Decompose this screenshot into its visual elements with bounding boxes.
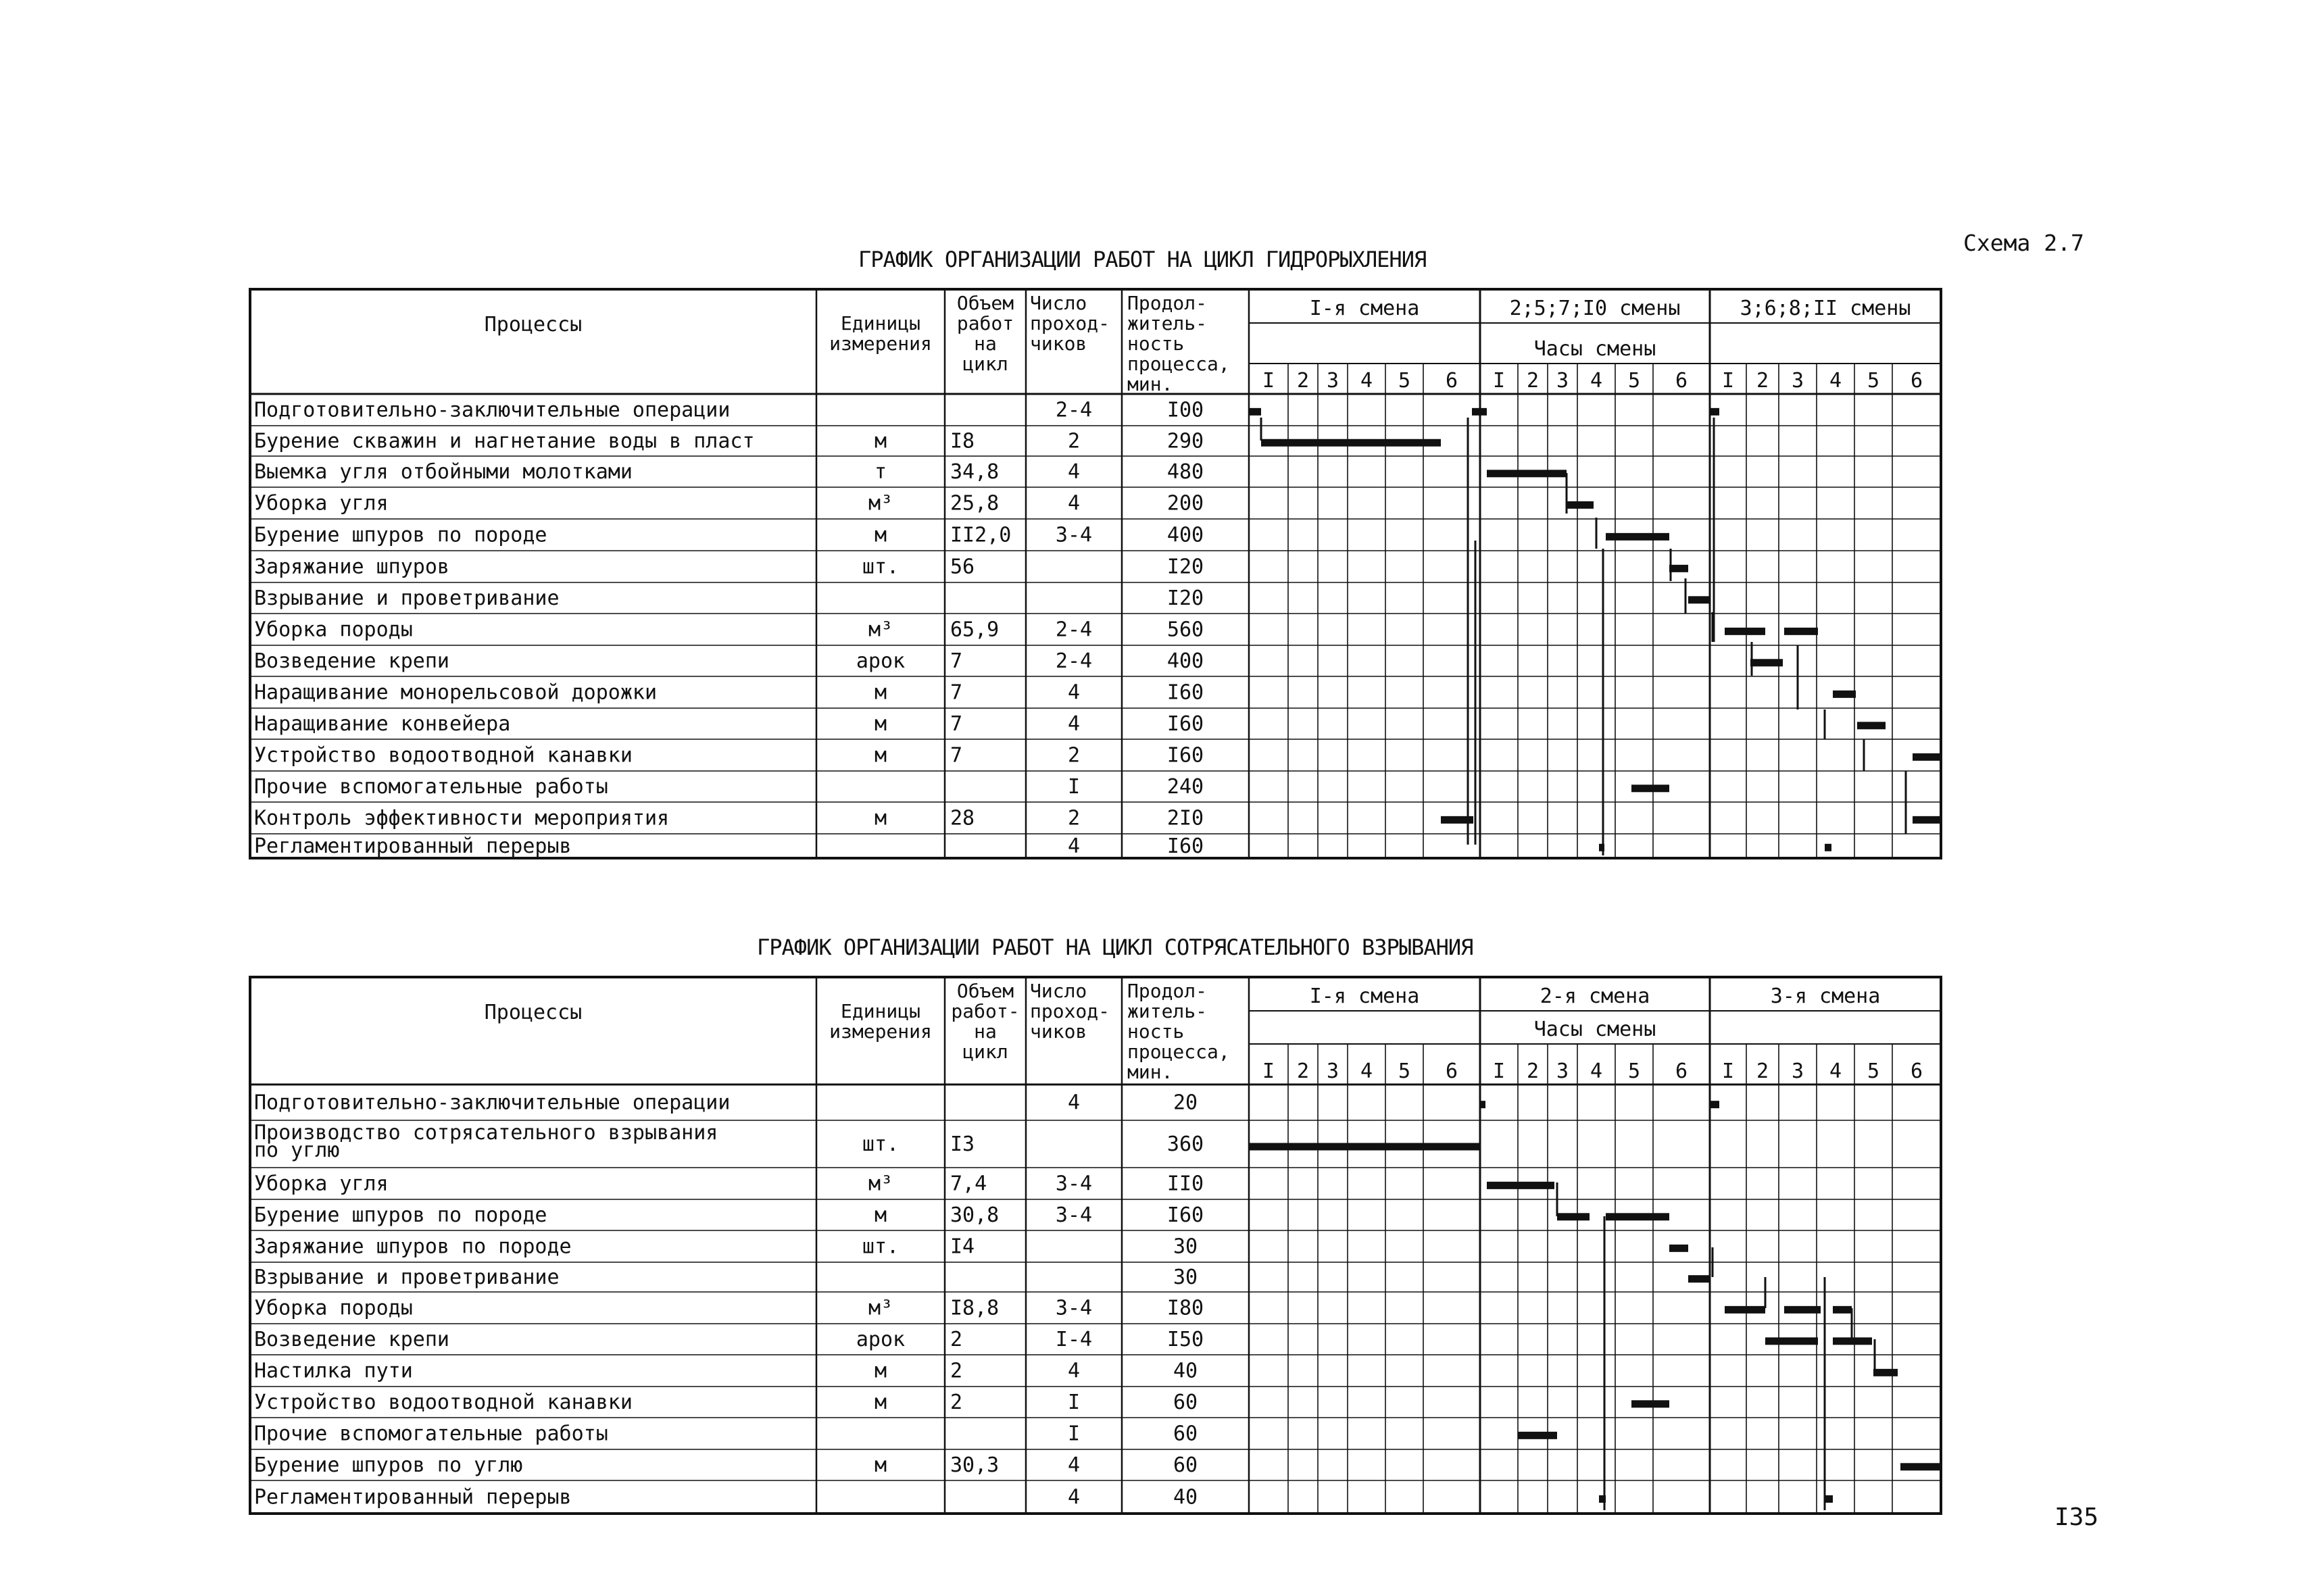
gantt-bar xyxy=(1784,1306,1821,1314)
duration-value: 480 xyxy=(1166,460,1204,484)
workers-column-header: проход- xyxy=(1030,1000,1110,1022)
process-name: Уборка угля xyxy=(254,491,389,516)
duration-column-header: процесса, xyxy=(1127,353,1230,375)
process-name: Устройство водоотводной канавки xyxy=(254,1391,633,1414)
workers-column-header: проход- xyxy=(1030,312,1110,334)
scheme-label: Схема 2.7 xyxy=(1963,230,2084,256)
duration-value: I60 xyxy=(1166,1203,1204,1227)
volume-value: 30,3 xyxy=(950,1453,1000,1477)
duration-value: I20 xyxy=(1166,555,1204,579)
duration-column-header: мин. xyxy=(1127,1061,1173,1083)
process-name: Наращивание монорельсовой дорожки xyxy=(254,680,658,705)
process-name: Заряжание шпуров по породе xyxy=(254,1235,572,1259)
volume-value: 65,9 xyxy=(950,618,1000,642)
hour-number: 6 xyxy=(1445,1059,1458,1083)
process-name: Бурение шпуров по углю xyxy=(254,1453,523,1477)
volume-value: 30,8 xyxy=(950,1203,1000,1227)
hour-number: 5 xyxy=(1398,1059,1411,1083)
shift-header: 2-я смена xyxy=(1540,984,1650,1008)
hour-number: 4 xyxy=(1829,1059,1842,1083)
hour-number: 2 xyxy=(1296,1059,1310,1083)
volume-value: II2,0 xyxy=(950,523,1012,547)
duration-column-header: житель- xyxy=(1127,1000,1208,1022)
workers-value: 4 xyxy=(1067,712,1081,736)
volume-value: I8,8 xyxy=(950,1296,1000,1320)
duration-column-header: житель- xyxy=(1127,312,1208,334)
hour-number: 5 xyxy=(1398,369,1411,393)
process-name: Бурение скважин и нагнетание воды в пласт xyxy=(254,429,755,453)
volume-value: 2 xyxy=(950,1391,963,1414)
hour-number: 3 xyxy=(1791,369,1804,393)
hour-number: 6 xyxy=(1910,1059,1923,1083)
gantt-bar xyxy=(1631,1400,1669,1407)
hour-number: I xyxy=(1721,369,1735,393)
unit-value: м xyxy=(874,743,887,768)
workers-value: I xyxy=(1067,775,1081,799)
workers-value: 4 xyxy=(1067,1359,1081,1383)
shift-header: 3;6;8;II смены xyxy=(1740,297,1911,320)
shift-header: I-я смена xyxy=(1309,984,1420,1008)
duration-value: 400 xyxy=(1166,523,1204,547)
hour-number: 4 xyxy=(1590,1059,1603,1083)
unit-value: м xyxy=(874,712,887,736)
workers-value: I xyxy=(1067,1391,1081,1414)
workers-column-header: чиков xyxy=(1030,332,1087,355)
volume-value: I4 xyxy=(950,1235,975,1259)
gantt-bar xyxy=(1710,1101,1719,1108)
process-name: Прочие вспомогательные работы xyxy=(254,1422,608,1446)
process-name: Регламентированный перерыв xyxy=(254,834,572,858)
hour-number: I xyxy=(1262,1059,1275,1083)
hour-number: 4 xyxy=(1360,369,1373,393)
duration-value: 40 xyxy=(1173,1359,1198,1383)
process-name: Контроль эффективности мероприятия xyxy=(254,806,670,830)
process-name: Прочие вспомогательные работы xyxy=(254,775,608,799)
hour-number: 5 xyxy=(1627,369,1641,393)
duration-value: 560 xyxy=(1166,618,1204,642)
hour-number: 5 xyxy=(1867,1059,1880,1083)
shift-header: 3-я смена xyxy=(1770,984,1881,1008)
table2-title: ГРАФИК ОРГАНИЗАЦИИ РАБОТ НА ЦИКЛ СОТРЯСАТЕЛЬНОГО ВЗРЫВАНИЯ xyxy=(757,934,1473,960)
hour-number: I xyxy=(1262,369,1275,393)
process-name: Подготовительно-заключительные операции xyxy=(254,398,731,422)
unit-value: м³ xyxy=(868,618,893,642)
gantt-bar xyxy=(1873,1369,1898,1376)
page-number: I35 xyxy=(2054,1503,2099,1531)
unit-value: м xyxy=(874,1391,887,1414)
workers-value: 4 xyxy=(1067,1485,1081,1510)
hour-number: 2 xyxy=(1756,1059,1769,1083)
volume-value: 2 xyxy=(950,1328,963,1351)
unit-value: м xyxy=(874,1203,887,1227)
duration-value: 30 xyxy=(1173,1235,1198,1259)
duration-value: I80 xyxy=(1166,1296,1204,1320)
hour-number: I xyxy=(1721,1059,1735,1083)
volume-value: 56 xyxy=(950,555,975,579)
table1-title: ГРАФИК ОРГАНИЗАЦИИ РАБОТ НА ЦИКЛ ГИДРОРЫХЛЕНИЯ xyxy=(858,247,1427,272)
workers-value: 4 xyxy=(1067,834,1081,858)
workers-value: 2 xyxy=(1067,429,1081,453)
gantt-bar xyxy=(1518,1432,1557,1439)
volume-column-header: цикл xyxy=(962,353,1008,375)
workers-column-header: чиков xyxy=(1030,1020,1087,1043)
unit-value: м³ xyxy=(868,1172,893,1196)
hours-of-shift-header: Часы смены xyxy=(1533,1018,1656,1041)
hour-number: 6 xyxy=(1910,369,1923,393)
process-column-header: Процессы xyxy=(484,1001,583,1024)
hour-number: 4 xyxy=(1360,1059,1373,1083)
volume-value: 7 xyxy=(950,680,963,705)
process-name: Возведение крепи xyxy=(254,649,449,673)
workers-value: 3-4 xyxy=(1055,1172,1093,1196)
hour-number: 5 xyxy=(1867,369,1880,393)
volume-value: 34,8 xyxy=(950,460,1000,484)
process-name: Выемка угля отбойными молотками xyxy=(254,460,633,484)
duration-column-header: ность xyxy=(1127,1020,1185,1043)
process-name: Настилка пути xyxy=(254,1359,413,1383)
hour-number: 6 xyxy=(1675,369,1688,393)
gantt-bar xyxy=(1825,1495,1833,1503)
hour-number: 3 xyxy=(1556,369,1569,393)
duration-column-header: мин. xyxy=(1127,373,1173,395)
workers-column-header: Число xyxy=(1030,292,1087,314)
workers-value: I xyxy=(1067,1422,1081,1446)
duration-value: 60 xyxy=(1173,1391,1198,1414)
unit-value: м xyxy=(874,1453,887,1477)
volume-column-header: на xyxy=(974,332,997,355)
process-name: Взрывание и проветривание xyxy=(254,587,560,610)
process-name: Наращивание конвейера xyxy=(254,712,511,736)
duration-value: 290 xyxy=(1166,429,1204,453)
volume-value: 2 xyxy=(950,1359,963,1383)
hour-number: I xyxy=(1492,369,1506,393)
workers-value: 4 xyxy=(1067,1091,1081,1115)
gantt-bar xyxy=(1487,1182,1554,1189)
unit-value: м³ xyxy=(868,491,893,516)
hour-number: 3 xyxy=(1556,1059,1569,1083)
duration-value: I00 xyxy=(1166,398,1204,422)
duration-value: II0 xyxy=(1166,1172,1204,1196)
duration-value: 240 xyxy=(1166,775,1204,799)
volume-column-header: Объем xyxy=(956,292,1014,314)
volume-column-header: работ- xyxy=(951,1000,1020,1022)
hour-number: 6 xyxy=(1675,1059,1688,1083)
volume-column-header: на xyxy=(974,1020,997,1043)
unit-column-header: измерения xyxy=(829,332,932,355)
unit-value: т xyxy=(874,460,887,484)
duration-value: 200 xyxy=(1166,491,1204,516)
process-column-header: Процессы xyxy=(484,313,583,336)
process-name: Подготовительно-заключительные операции xyxy=(254,1091,731,1115)
hour-number: 3 xyxy=(1791,1059,1804,1083)
hour-number: 3 xyxy=(1326,1059,1339,1083)
hour-number: 3 xyxy=(1326,369,1339,393)
unit-value: м xyxy=(874,429,887,453)
gantt-bar xyxy=(1249,1143,1480,1151)
duration-value: 2I0 xyxy=(1166,806,1204,830)
duration-column-header: процесса, xyxy=(1127,1041,1230,1063)
unit-column-header: Единицы xyxy=(840,312,921,334)
duration-value: I50 xyxy=(1166,1328,1204,1351)
duration-value: 30 xyxy=(1173,1266,1198,1289)
workers-value: 2 xyxy=(1067,806,1081,830)
process-name: Регламентированный перерыв xyxy=(254,1485,572,1510)
workers-value: I-4 xyxy=(1055,1328,1093,1351)
workers-value: 3-4 xyxy=(1055,1296,1093,1320)
duration-value: 60 xyxy=(1173,1453,1198,1477)
volume-column-header: работ xyxy=(956,312,1014,334)
process-name: Бурение шпуров по породе xyxy=(254,523,547,547)
volume-value: 7 xyxy=(950,712,963,736)
duration-value: I60 xyxy=(1166,680,1204,705)
hour-number: 6 xyxy=(1445,369,1458,393)
unit-value: арок xyxy=(856,1328,906,1351)
volume-value: 7,4 xyxy=(950,1172,987,1196)
volume-value: 25,8 xyxy=(950,491,1000,516)
duration-value: I60 xyxy=(1166,834,1204,858)
hour-number: I xyxy=(1492,1059,1506,1083)
unit-column-header: измерения xyxy=(829,1020,932,1043)
unit-value: шт. xyxy=(862,555,900,579)
workers-value: 2-4 xyxy=(1055,618,1093,642)
duration-value: I60 xyxy=(1166,743,1204,768)
workers-value: 2-4 xyxy=(1055,398,1093,422)
process-name: Устройство водоотводной канавки xyxy=(254,743,633,768)
volume-value: I3 xyxy=(950,1132,975,1156)
unit-value: м xyxy=(874,680,887,705)
volume-value: 28 xyxy=(950,806,975,830)
shift-header: I-я смена xyxy=(1309,297,1420,320)
process-name: Возведение крепи xyxy=(254,1328,449,1351)
workers-value: 3-4 xyxy=(1055,523,1093,547)
volume-column-header: цикл xyxy=(962,1041,1008,1063)
unit-value: м³ xyxy=(868,1296,893,1320)
hour-number: 4 xyxy=(1829,369,1842,393)
gantt-bar xyxy=(1669,1245,1688,1252)
gantt-bar xyxy=(1557,1213,1590,1220)
hour-number: 5 xyxy=(1627,1059,1641,1083)
hour-number: 2 xyxy=(1526,1059,1540,1083)
workers-value: 4 xyxy=(1067,491,1081,516)
process-name: Уборка породы xyxy=(254,618,413,642)
unit-column-header: Единицы xyxy=(840,1000,921,1022)
workers-value: 2-4 xyxy=(1055,649,1093,673)
gantt-bar xyxy=(1725,1306,1765,1314)
duration-column-header: Продол- xyxy=(1127,980,1208,1002)
workers-value: 3-4 xyxy=(1055,1203,1093,1227)
volume-value: 7 xyxy=(950,743,963,768)
workers-value: 2 xyxy=(1067,743,1081,768)
gantt-bar xyxy=(1606,1213,1669,1220)
unit-value: шт. xyxy=(862,1132,900,1156)
duration-value: I60 xyxy=(1166,712,1204,736)
process-name: Взрывание и проветривание xyxy=(254,1266,560,1289)
workers-column-header: Число xyxy=(1030,980,1087,1002)
process-name: Бурение шпуров по породе xyxy=(254,1203,547,1227)
duration-value: 20 xyxy=(1173,1091,1198,1115)
hour-number: 2 xyxy=(1526,369,1540,393)
hour-number: 2 xyxy=(1296,369,1310,393)
gantt-bar xyxy=(1688,1275,1710,1282)
hours-of-shift-header: Часы смены xyxy=(1533,337,1656,361)
volume-value: I8 xyxy=(950,429,975,453)
gantt-bar xyxy=(1900,1463,1941,1470)
duration-column-header: Продол- xyxy=(1127,292,1208,314)
unit-value: шт. xyxy=(862,1235,900,1259)
process-name: Производство сотрясательного взрывания xyxy=(254,1121,718,1145)
unit-value: м xyxy=(874,1359,887,1383)
hour-number: 4 xyxy=(1590,369,1603,393)
hour-number: 2 xyxy=(1756,369,1769,393)
duration-value: 40 xyxy=(1173,1485,1198,1510)
process-name: по углю xyxy=(254,1139,340,1162)
unit-value: арок xyxy=(856,649,906,673)
workers-value: 4 xyxy=(1067,680,1081,705)
duration-column-header: ность xyxy=(1127,332,1185,355)
unit-value: м xyxy=(874,523,887,547)
workers-value: 4 xyxy=(1067,1453,1081,1477)
process-name: Уборка угля xyxy=(254,1172,389,1196)
duration-value: 360 xyxy=(1166,1132,1204,1156)
duration-value: 60 xyxy=(1173,1422,1198,1446)
unit-value: м xyxy=(874,806,887,830)
shift-header: 2;5;7;I0 смены xyxy=(1509,297,1681,320)
volume-value: 7 xyxy=(950,649,963,673)
process-name: Заряжание шпуров xyxy=(254,555,449,579)
process-name: Уборка породы xyxy=(254,1296,413,1320)
gantt-bar xyxy=(1765,1337,1818,1345)
workers-value: 4 xyxy=(1067,460,1081,484)
volume-column-header: Объем xyxy=(956,980,1014,1002)
duration-value: 400 xyxy=(1166,649,1204,673)
duration-value: I20 xyxy=(1166,587,1204,610)
gantt-bar xyxy=(1833,1306,1852,1314)
